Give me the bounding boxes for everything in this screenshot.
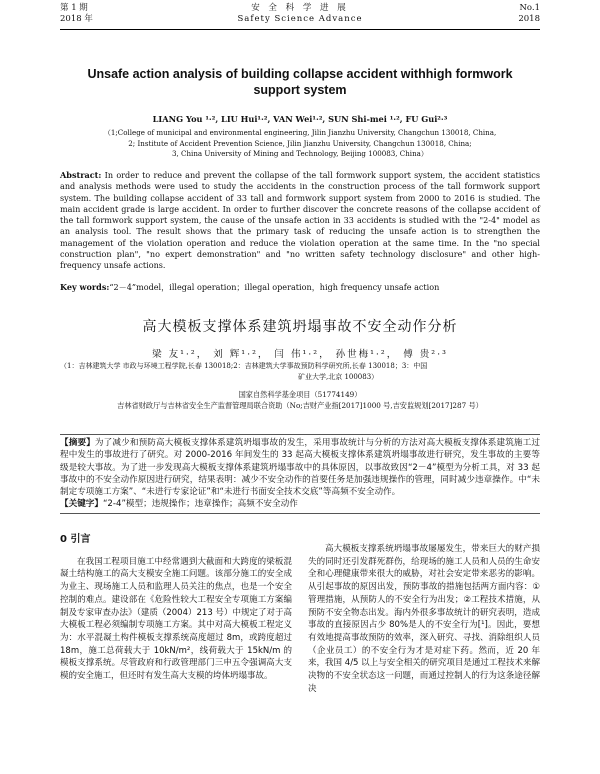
chinese-abstract (60, 437, 540, 498)
english-affiliation-1: （1;College of municipal and environmental engineering, Jilin Jianzhu University, Changchun 130018, China, (103, 128, 497, 137)
header-issue-number: 第 1 期 (60, 3, 88, 13)
header-year: 2018 年 (60, 14, 93, 24)
intro-paragraph-right: 高大模板支撑系统坍塌事故屡屡发生，带来巨大的财产损失的同时还引发群死群伤，给现场的施工人员和人员的生命安全和心理健康带来很大的威胁，对社会安定带来恶劣的影响。从引起事故的原因出发，预防事故的措施包括两方面内容：①管理措施，从预防人的不安全行为出发；②工程技术措施，从预防不安全物态出发。海内外很多事故统计的研究表明，造成事故的直接原因占少 80%是人的不安全行为[¹]。因此，要想有效地提高事故预防的效率，深入研究、寻找、消除组织人员（企业员工）的不安全行为才是对症下药。然而，近 20 年来，我国 4/5 以上与安全相关的研究项目是通过工程技术来解决物的不安全状态这一问题，而通过控制人的行为这条途径解决 (308, 544, 540, 694)
english-keywords (60, 282, 540, 293)
intro-paragraph-left: 在我国工程项目施工中经常遇到大截面和大跨度的梁板混凝土结构施工的高大支模安全施工问题。该部分施工的安全成为业主、现场施工人员和监理人员关注的焦点，也是一个安全控制的难点。建设部在《危险性较大工程安全专项施工方案编制及专家审查办法》（建质（2004）213 号）中规定了对于高大模板工程必须编制专项施工方案。其中对高大模板工程定义为：水平混凝土构件模板支撑系统高度超过 8m，或跨度超过 18m，施工总荷载大于 10kN/m²，线荷载大于 15kN/m 的模板支撑系统。尽管政府和行政管理部门三申五令强调高大支模的安全施工，但还时有发生高大支模的垮体坍塌事故。 (60, 556, 292, 682)
chinese-affiliations (60, 361, 540, 382)
header-journal-en: Safety Science Advance (237, 14, 363, 24)
funding-line2: 吉林省财政厅与吉林省安全生产监督管理局联合资助（No;吉财产业指[2017]1000 号,吉安监规划[2017]287 号） (117, 401, 483, 410)
chinese-keywords-label: 【关键字】 (60, 499, 103, 510)
funding-note (60, 389, 540, 411)
chinese-keywords-text: “2-4”模型；违规操作；违章操作；高频不安全动作 (102, 499, 298, 510)
english-title-line1: Unsafe action analysis of building collapse accident withhigh formwork (87, 67, 513, 81)
header-rule (60, 29, 540, 30)
english-affiliations (60, 128, 540, 160)
header-year-right: 2018 (518, 14, 540, 24)
running-header (60, 3, 540, 29)
body-right-column (308, 543, 540, 695)
chinese-abstract-text: 为了减少和预防高大模板支撑体系建筑坍塌事故的发生，采用事故统计与分析的方法对高大模板支撑体系建筑施工过程中发生的事故进行了研究。对 2000-2016 年间发生的 33 起高大模板支撑体系建筑坍塌事故进行研究，发生事故的主要等级是较大事故。为了进一步发现高大模板支撑体系建筑坍塌事故中的具体原因，以事故致因“2－4”模型为分析工具，对 33 起事故中的不安全动作原因进行研究，结果表明：减少不安全动作的首要任务是加强违规操作的管理，同时减少违章操作。中“未制定专项施工方案”、“未进行专家论证”和“未进行书面安全技术交底”等高频不安全动作。 (60, 438, 540, 498)
english-abstract (60, 170, 540, 272)
header-volume (518, 3, 540, 25)
chinese-affiliation-line2: 矿业大学,北京 100083） (298, 372, 379, 381)
english-authors: LIANG You ¹·², LIU Hui¹·², VAN Wei¹·², SUN Shi-mei ¹·², FU Gui²·³ (152, 114, 448, 124)
english-title (60, 66, 540, 98)
english-abstract-text: In order to reduce and prevent the collapse of the tall formwork support system, the accident statistics and analysis methods were used to study the accidents in the construction process of the tall formwork support system. The building collapse accident of 33 tall and formwork support system from 2000 to 2016 is studied. The main accident grade is large accident. In order to further discover the concrete reasons of the collapse accident of the tall formwork support system, the cause of the unsafe action in 33 accidents is studied with the "2-4" model as an analysis tool. The result shows that the primary task of reducing the unsafe action is to strengthen the management of the violation operation and reduce the violation operation at the same time. In the "no special construction plan", "no expert demonstration" and "no written safety technology disclosure" and other high-frequency unsafe actions. (60, 170, 540, 271)
header-journal (60, 3, 540, 25)
english-affiliation-2: 2; Institute of Accident Prevention Science, Jilin Jianzhu University, Changchun 130018, China; (128, 138, 472, 148)
body-left-column (60, 534, 292, 683)
english-keywords-label: Key words: (60, 282, 110, 292)
chinese-abstract-box (60, 434, 540, 514)
section-heading-introduction: 0 引言 (60, 534, 91, 545)
chinese-keywords (60, 498, 540, 510)
chinese-affiliation-line1: （1：吉林建筑大学 市政与环境工程学院,长春 130018;2：吉林建筑大学事故预防科学研究所,长春 130018；3：中国 (60, 362, 428, 370)
english-title-line2: support system (253, 83, 347, 97)
english-affiliation-3: 3, China University of Mining and Technology, Beijing 100083, China） (172, 149, 428, 158)
funding-line1: 国家自然科学基金项目（51774149） (238, 390, 362, 399)
header-journal-cn: 安 全 科 学 进 展 (251, 3, 349, 13)
chinese-title: 高大模板支撑体系建筑坍塌事故不安全动作分析 (142, 319, 458, 335)
chinese-abstract-label: 【摘要】 (60, 438, 95, 448)
chinese-authors: 梁 友¹·²， 刘 辉¹·²， 闫 伟¹·²， 孙世梅¹·²， 傅 贵²·³ (152, 349, 448, 360)
english-keywords-text: “2－4”model，illegal operation；illegal operation，high frequency unsafe action (109, 282, 440, 292)
header-no: No.1 (519, 3, 540, 13)
english-abstract-label: Abstract: (60, 170, 102, 180)
